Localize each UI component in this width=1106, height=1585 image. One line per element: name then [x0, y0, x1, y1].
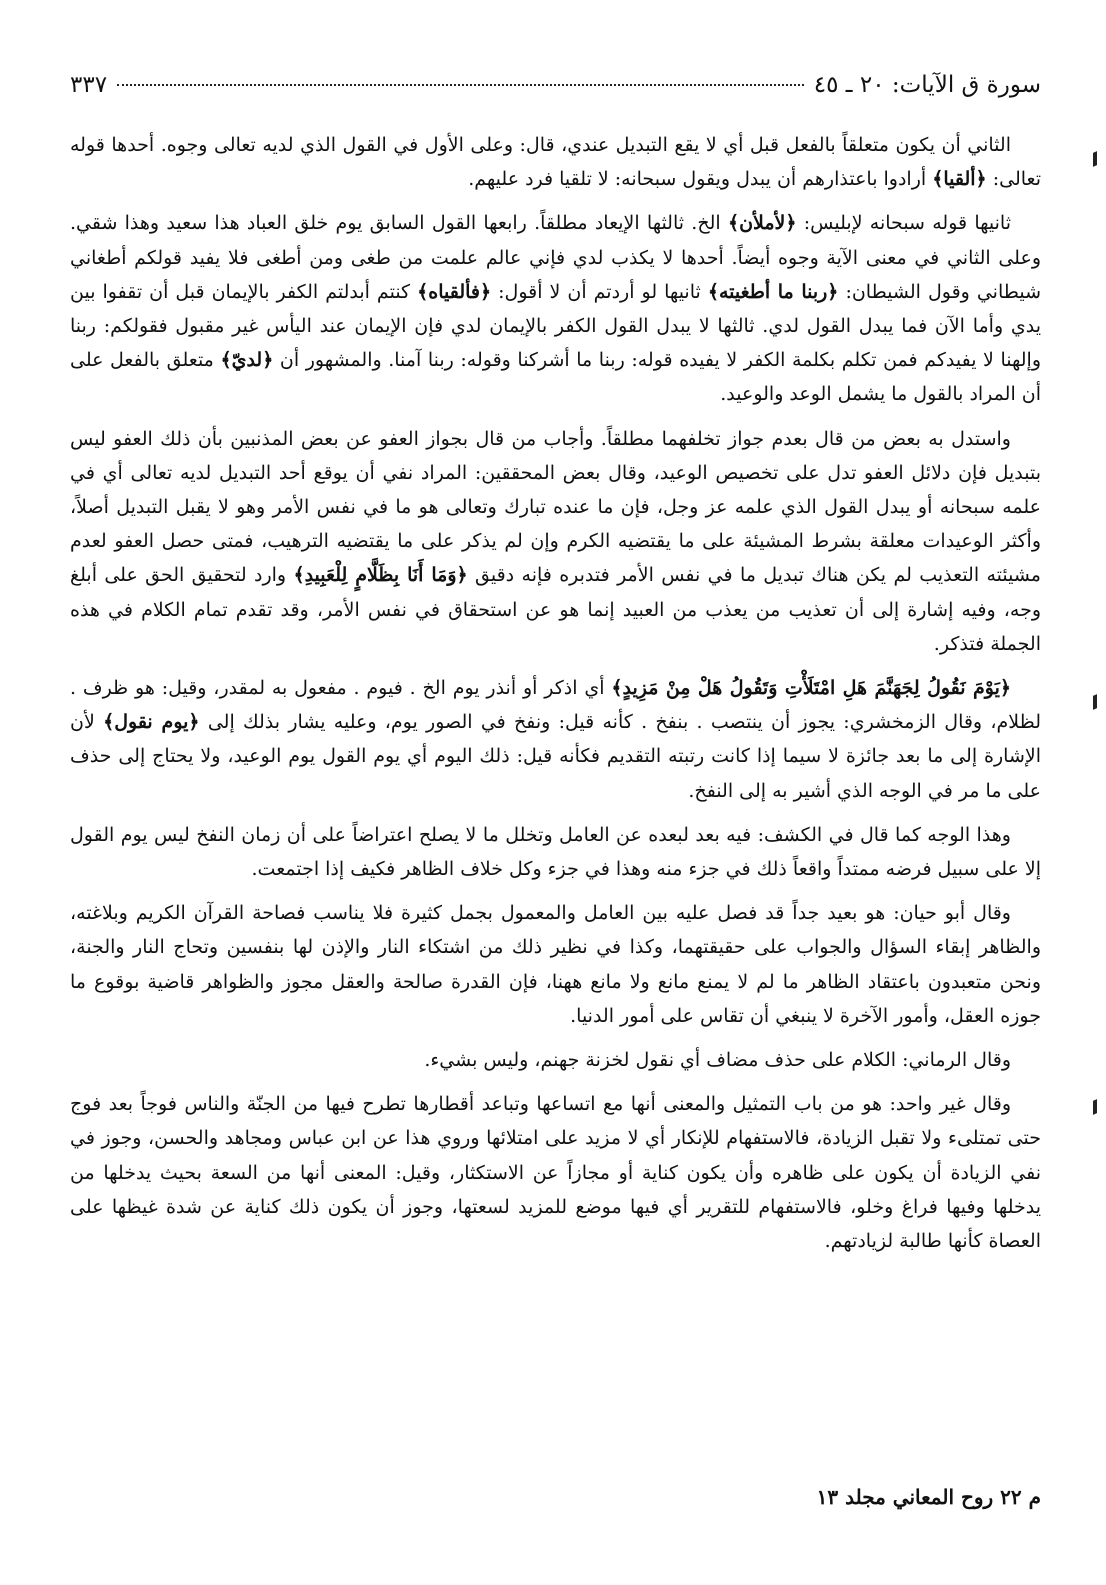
quran-quote: ﴿يَوْمَ نَقُولُ لِجَهَنَّمَ هَلِ امْتَلَأْتِ وَتَقُولُ هَلْ مِنْ مَزِيدٍ﴾: [611, 677, 1011, 700]
dotted-leader: [117, 84, 804, 86]
commentary-text: [70, 128, 1041, 1268]
margin-mark: [1093, 151, 1097, 167]
paragraph: [70, 1087, 1041, 1258]
paragraph: [70, 422, 1041, 661]
text-run: وقال أبو حيان: هو بعيد جداً قد فصل عليه بين العامل والمعمول بجمل كثيرة فلا يناسب فصاحة القرآن الكريم وبلاغته، والظاهر إبقاء السؤال والجواب على حقيقتهما، وكذا في نظير ذلك من اشتكاء النار والإذن لها بنفسين وتحاج النار والجنة، ونحن متعبدون باعتقاد الظاهر ما لم لا يمنع مانع ولا مانع ههنا، فإن القدرة صالحة والعقل مجوز والظواهر قاضية بوقوع ما جوزه العقل، وأمور الآخرة لا ينبغي أن تقاس على أمور الدنيا.: [70, 902, 1041, 1027]
text-run: واستدل به بعض من قال بعدم جواز تخلفهما مطلقاً. وأجاب من قال بجواز العفو عن بعض المذنبين بأن ذلك العفو ليس بتبديل فإن دلائل العفو تدل على تخصيص الوعيد، وقال بعض المحققين: المراد نفي أن يوقع أحد التبديل لديه تعالى أي في علمه سبحانه أو يبدل القول الذي علمه عز وجل، فإن ما عنده تبارك وتعالى هو ما في نفس الأمر وهو لا يقبل التبديل أصلاً، وأكثر الوعيدات معلقة بشرط المشيئة على ما يقتضيه الكرم وإن لم يذكر على ما يقتضيه الترهيب، فمتى حصل العفو لعدم مشيئته التعذيب لم يكن هناك تبديل ما في نفس الأمر فتدبره فإنه دقيق: [70, 427, 1041, 587]
quran-quote: ﴿ربنا ما أطغيته﴾: [707, 280, 839, 303]
paragraph: [70, 1043, 1041, 1077]
running-head: [70, 72, 1041, 106]
paragraph: [70, 671, 1041, 808]
text-run: وقال غير واحد: هو من باب التمثيل والمعنى أنها مع اتساعها وتباعد أقطارها تطرح فيها من الجنّة والناس فوجاً بعد فوج حتى تمتلىء ولا تقبل الزيادة، فالاستفهام للإنكار أي لا مزيد على امتلائها وروي هذا عن ابن عباس ومجاهد والحسن، وجوز في نفي الزيادة أن يكون على ظاهره وأن يكون كناية أو مجازاً عن الاستكثار، وقيل: المعنى أنها من السعة بحيث يدخلها من يدخلها وفيها فراغ وخلو، فالاستفهام للتقرير أي فيها موضع للمزيد لسعتها، وجوز أن يكون ذلك كناية عن شدة غيظها على العصاة كأنها طالبة لزيادتهم.: [70, 1093, 1041, 1253]
quran-quote: ﴿لأملأن﴾: [727, 212, 797, 235]
paragraph: [70, 206, 1041, 411]
text-run: ثانيها لو أردتم أن لا أقول:: [491, 280, 708, 303]
margin-mark: [1093, 694, 1097, 710]
quran-quote: ﴿يوم نقول﴾: [103, 711, 200, 734]
text-run: ثانيها قوله سبحانه لإبليس:: [796, 212, 1011, 235]
paragraph: [70, 128, 1041, 196]
text-run: الخ. ثالثها الإيعاد مطلقاً. رابعها القول السابق يوم خلق العباد هذا سعيد وهذا شقي. وعلى الثاني في معنى الآية وجوه أيضاً. أحدها لا يكذب لدي فإني عالم علمت من طغى ومن أطغى فلا يفيد قولكم أطغاني شيطاني وقول الشيطان:: [70, 212, 1041, 303]
page-number: ٣٣٧: [70, 72, 108, 98]
text-run: وقال الرماني: الكلام على حذف مضاف أي نقول لخزنة جهنم، وليس بشيء.: [424, 1049, 1011, 1072]
text-run: متعلق بالفعل على أن المراد بالقول ما يشمل الوعد والوعيد.: [70, 349, 1041, 406]
quran-quote: ﴿ألقيا﴾: [932, 168, 987, 191]
text-run: أرادوا باعتذارهم أن يبدل ويقول سبحانه: لا تلقيا فرد عليهم.: [468, 168, 933, 191]
quran-quote: ﴿فألقياه﴾: [417, 280, 492, 303]
quran-quote: ﴿لديّ﴾: [220, 349, 274, 372]
margin-mark: [1093, 1099, 1097, 1115]
paragraph: [70, 818, 1041, 886]
quran-quote: ﴿وَمَا أَنَا بِظَلَّامٍ لِلْعَبِيدِ﴾: [293, 564, 468, 587]
text-run: لأن الإشارة إلى ما بعد جائزة لا سيما إذا كانت رتبته التقديم فكأنه قيل: ذلك اليوم أي يوم القول يوم الوعيد، ولا يحتاج إلى حذف على ما مر في الوجه الذي أشير به إلى النفخ.: [70, 711, 1041, 802]
text-run: وهذا الوجه كما قال في الكشف: فيه بعد لبعده عن العامل وتخلل ما لا يصلح اعتراضاً على أن زمان النفخ ليس يوم القول إلا على سبيل فرضه ممتداً واقعاً ذلك في جزء منه وهذا في جزء وكل خلاف الظاهر فكيف إذا اجتمعت.: [70, 823, 1041, 881]
text-run: أي اذكر أو أنذر يوم الخ . فيوم . مفعول به لمقدر، وقيل: هو ظرف . لظلام، وقال الزمخشري: يجوز أن ينتصب . بنفخ . كأنه قيل: ونفخ في الصور يوم، وعليه يشار بذلك إلى: [70, 677, 1041, 734]
text-run: كنتم أبدلتم الكفر بالإيمان قبل أن تقفوا بين يدي وأما الآن فما يبدل القول لدي. ثالثها لا يبدل القول الكفر بالإيمان لدي فإن الإيمان عند اليأس غير مقبول فقولكم: ربنا وإلهنا لا يفيدكم فمن تكلم بكلمة الكفر لا يفيده قوله: ربنا ما أشركنا وقوله: ربنا آمنا. والمشهور أن: [70, 280, 1041, 372]
text-run: وارد لتحقيق الحق على أبلغ وجه، وفيه إشارة إلى أن تعذيب من يعذب من العبيد إنما هو عن استحقاق في نفس الأمر، وقد تقدم تمام الكلام في هذه الجملة فتذكر.: [70, 564, 1041, 655]
paragraph: [70, 896, 1041, 1033]
signature-line: م ٢٢ روح المعاني مجلد ١٣: [816, 1485, 1041, 1509]
text-run: الثاني أن يكون متعلقاً بالفعل قبل أي لا يقع التبديل عندي، قال: وعلى الأول في القول الذي لديه تعالى وجوه. أحدها قوله تعالى:: [70, 134, 1041, 191]
surah-title: سورة ق الآيات: ٢٠ ـ ٤٥: [813, 72, 1041, 98]
